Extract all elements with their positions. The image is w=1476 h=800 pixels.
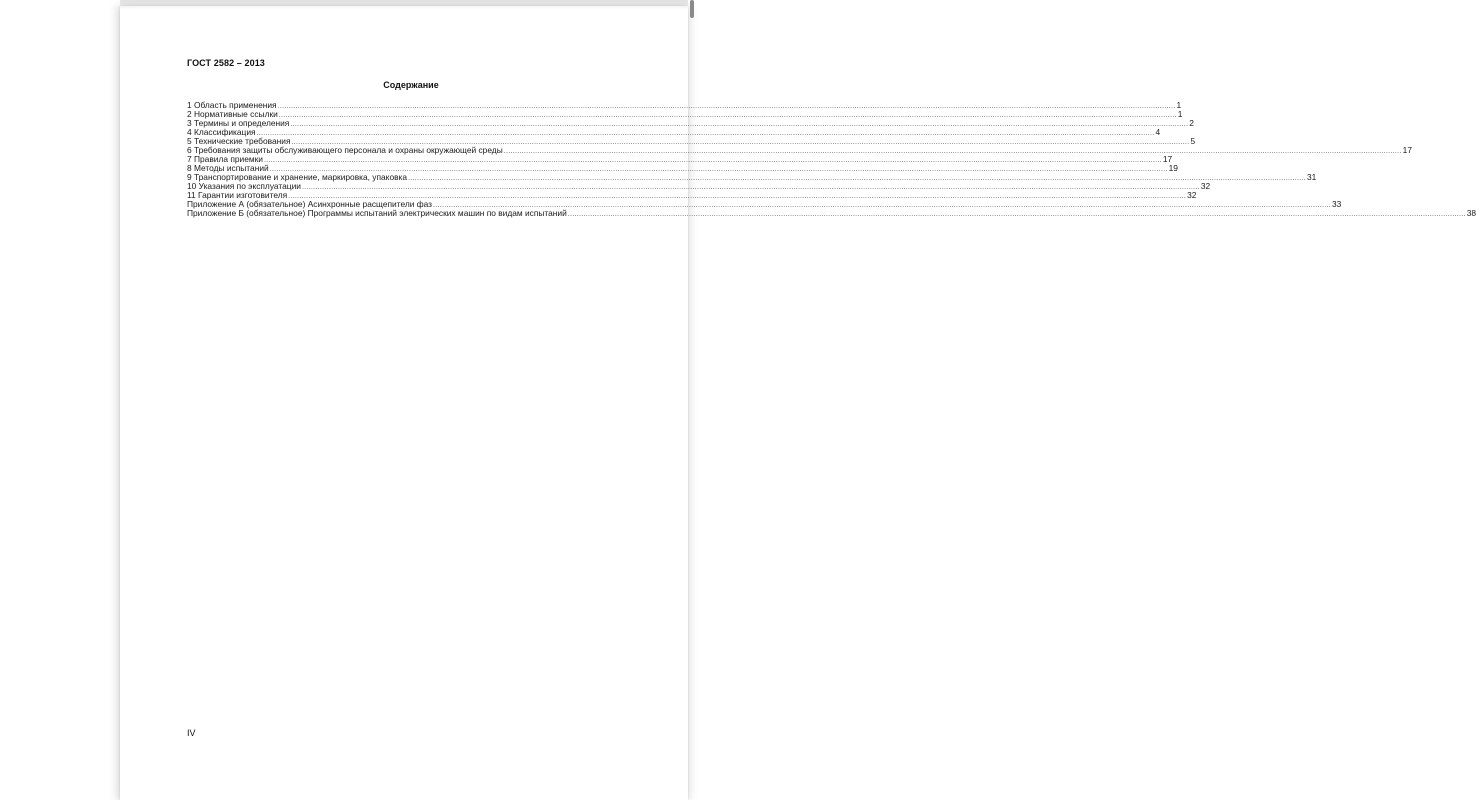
toc-entry-page: 2 <box>1189 118 1194 128</box>
toc-entry-label: 1 Область применения <box>187 100 277 110</box>
page-top-edge <box>120 0 688 10</box>
toc-entry-page: 32 <box>1187 190 1197 200</box>
toc-dot-leader: ................................................................................................................................................................................................................................................................................................................................................................................................................ <box>278 112 1177 119</box>
toc-entry-page: 31 <box>1307 172 1317 182</box>
toc-dot-leader: ................................................................................................................................................................................................................................................................................................................................................................................................................ <box>269 166 1168 173</box>
toc-entry-page: 1 <box>1176 100 1182 110</box>
toc-dot-leader: ................................................................................................................................................................................................................................................................................................................................................................................................................ <box>301 184 1200 191</box>
toc-dot-leader: ................................................................................................................................................................................................................................................................................................................................................................................................................ <box>288 193 1187 200</box>
toc-dot-leader: ................................................................................................................................................................................................................................................................................................................................................................................................................ <box>263 157 1162 164</box>
toc-entry-page: 33 <box>1331 199 1342 209</box>
toc-entry-label: Приложение А (обязательное) Асинхронные расщепители фаз <box>187 199 433 209</box>
toc-entry-label: Приложение Б (обязательное) Программы испытаний электрических машин по видам испытаний <box>187 208 567 218</box>
toc-entry-page: 4 <box>1155 127 1161 137</box>
toc-dot-leader: ................................................................................................................................................................................................................................................................................................................................................................................................................ <box>290 121 1189 128</box>
document-page <box>120 6 1476 800</box>
toc-entry-label: 5 Технические требования <box>187 136 291 146</box>
document-header: ГОСТ 2582 – 2013 <box>187 58 265 68</box>
toc-dot-leader: ................................................................................................................................................................................................................................................................................................................................................................................................................ <box>567 211 1466 218</box>
table-of-contents <box>187 100 1476 218</box>
toc-entry-page: 5 <box>1190 136 1196 146</box>
toc-dot-leader: ................................................................................................................................................................................................................................................................................................................................................................................................................ <box>433 202 1331 209</box>
toc-entry-page: 38 <box>1466 208 1476 218</box>
toc-entry-label: 2 Нормативные ссылки <box>187 109 278 119</box>
toc-entry-label: 10 Указания по эксплуатации <box>187 181 301 191</box>
toc-entry[interactable] <box>187 208 1476 218</box>
toc-entry-label: 4 Классификация <box>187 127 256 137</box>
toc-entry-page: 32 <box>1200 181 1211 191</box>
page-number: IV <box>187 728 196 738</box>
toc-dot-leader: ................................................................................................................................................................................................................................................................................................................................................................................................................ <box>277 103 1176 110</box>
page-shadow <box>108 6 120 800</box>
toc-dot-leader: ................................................................................................................................................................................................................................................................................................................................................................................................................ <box>291 139 1190 146</box>
toc-dot-leader: ................................................................................................................................................................................................................................................................................................................................................................................................................ <box>408 175 1306 182</box>
toc-entry-label: 7 Правила приемки <box>187 154 263 164</box>
toc-entry-page: 19 <box>1168 163 1178 173</box>
toc-entry-page: 17 <box>1402 145 1412 155</box>
toc-entry-label: 9 Транспортирование и хранение, маркировка, упаковка <box>187 172 408 182</box>
toc-entry-page: 1 <box>1177 109 1183 119</box>
scrollbar[interactable] <box>690 0 694 18</box>
toc-entry-page: 17 <box>1162 154 1173 164</box>
toc-entry-label: 6 Требования защиты обслуживающего персонала и охраны окружающей среды <box>187 145 503 155</box>
toc-dot-leader: ................................................................................................................................................................................................................................................................................................................................................................................................................ <box>256 130 1155 137</box>
toc-entry-label: 3 Термины и определения <box>187 118 290 128</box>
toc-entry-label: 8 Методы испытаний <box>187 163 269 173</box>
toc-dot-leader: ................................................................................................................................................................................................................................................................................................................................................................................................................ <box>503 148 1402 155</box>
toc-entry-label: 11 Гарантии изготовителя <box>187 190 288 200</box>
toc-title: Содержание <box>383 80 439 90</box>
